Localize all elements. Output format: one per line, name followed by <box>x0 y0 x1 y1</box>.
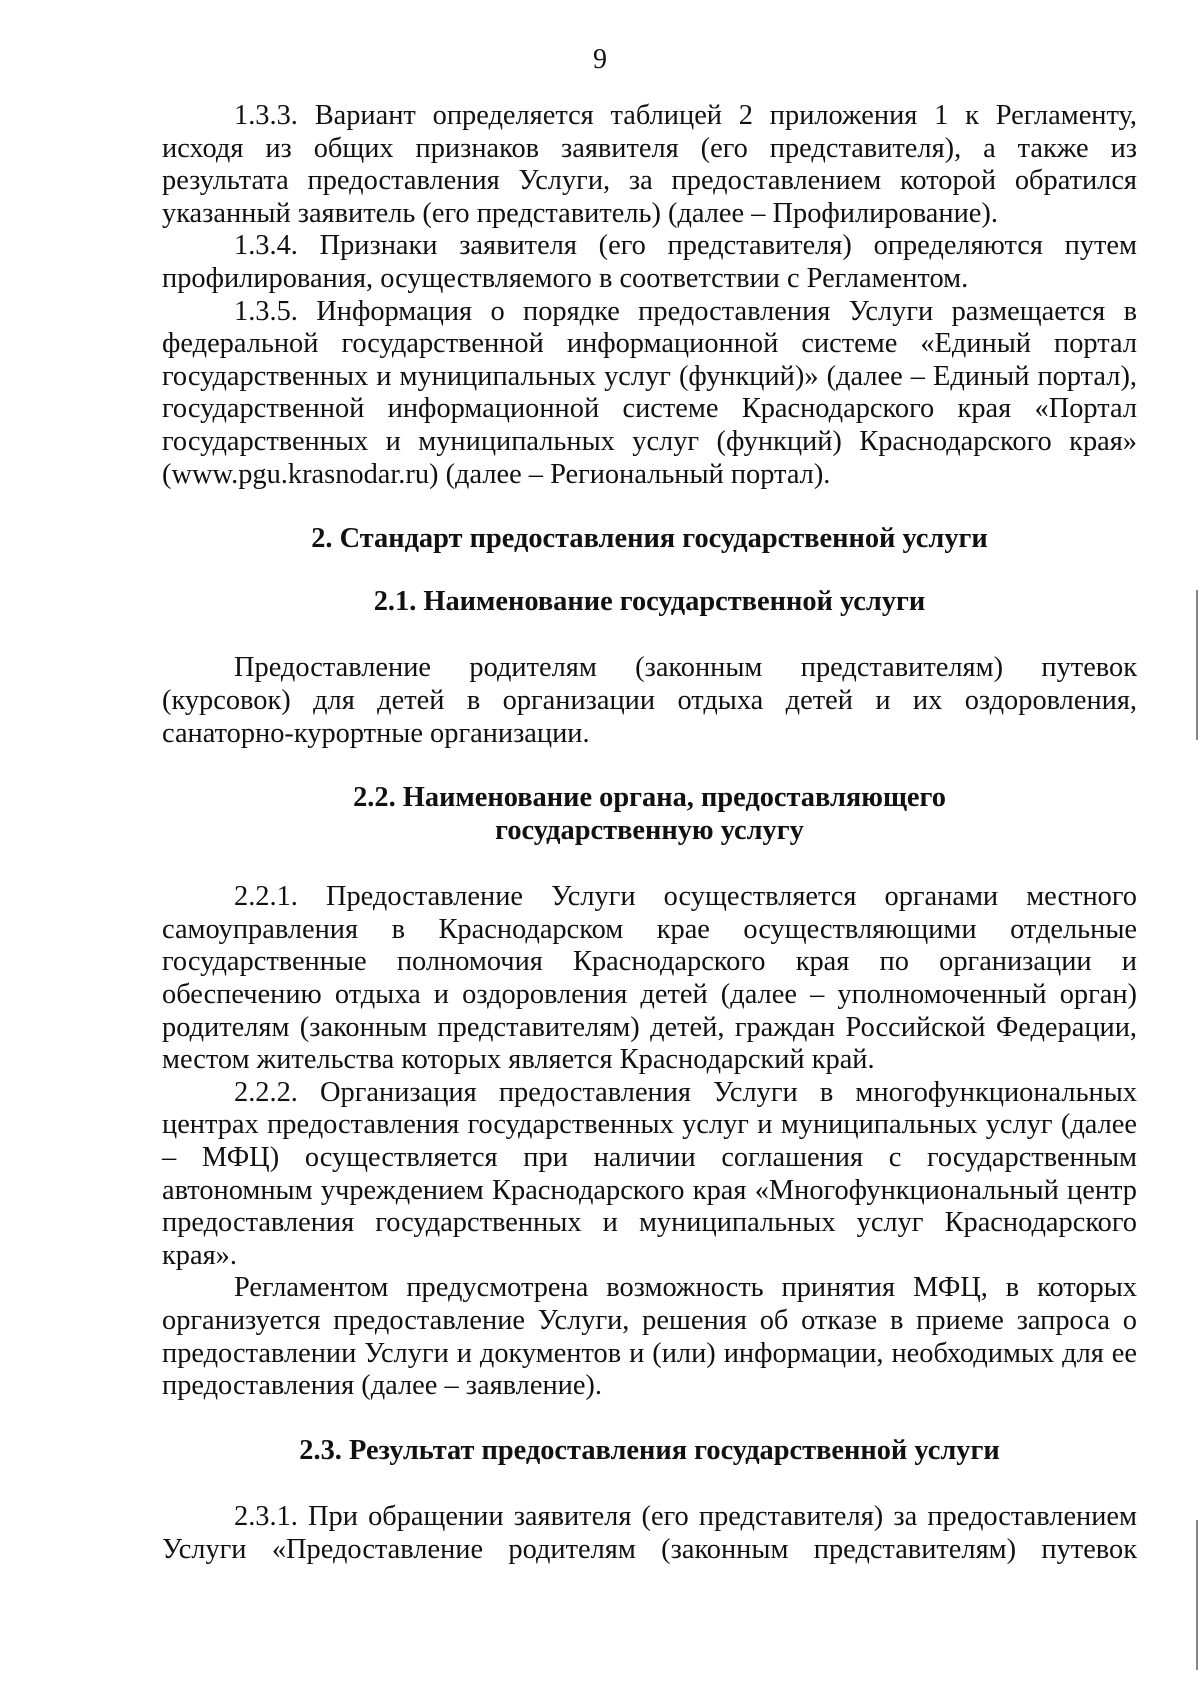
paragraph-1-3-3: 1.3.3. Вариант определяется таблицей 2 приложения 1 к Регламенту, исходя из общих признаков заявителя (его представителя), а также из результата предоставления Услуги, за предоставлением которой обратился указанный заявитель (его представитель) (далее – Профилирование). <box>162 100 1137 229</box>
scan-artifact-mark <box>1196 1520 1198 1670</box>
paragraph-reglament-mfc: Регламентом предусмотрена возможность принятия МФЦ, в которых организуется предоставление Услуги, решения об отказе в приеме запроса о предоставлении Услуги и документов и (или) информации, необходимых для ее предоставления (далее – заявление). <box>162 1272 1137 1402</box>
section-2-1-heading: 2.1. Наименование государственной услуги <box>373 585 926 617</box>
section-2-2-heading-line1: 2.2. Наименование органа, предоставляющего <box>353 782 946 814</box>
paragraph-2-3-1: 2.3.1. При обращении заявителя (его представителя) за предоставлением Услуги «Предоставление родителям (законным представителям) путевок <box>162 1501 1137 1565</box>
paragraph-1-3-5: 1.3.5. Информация о порядке предоставления Услуги размещается в федеральной государственной информационной системе «Единый портал государственных и муниципальных услуг (функций)» (далее – Единый портал), государственной информационной системе Краснодарского края «Портал государственных и муниципальных услуг (функций) Краснодарского края» (www.pgu.krasnodar.ru) (далее – Региональный портал). <box>162 295 1137 490</box>
paragraph-2-2-1: 2.2.1. Предоставление Услуги осуществляется органами местного самоуправления в Краснодарском крае осуществляющими отдельные государственные полномочия Краснодарского края по организации и обеспечению отдыха и оздоровления детей (далее – уполномоченный орган) родителям (законным представителям) детей, граждан Российской Федерации, местом жительства которых является Краснодарский край. <box>162 881 1137 1076</box>
section-2-1-text: Предоставление родителям (законным представителям) путевок (курсовок) для детей в организации отдыха детей и их оздоровления, санаторно-курортные организации. <box>162 652 1137 749</box>
paragraph-2-2-2: 2.2.2. Организация предоставления Услуги в многофункциональных центрах предоставления государственных услуг и муниципальных услуг (далее – МФЦ) осуществляется при наличии соглашения с государственным автономным учреждением Краснодарского края «Многофункциональный центр предоставления государственных и муниципальных услуг Краснодарского края». <box>162 1076 1137 1271</box>
document-body <box>162 100 1137 1567</box>
page-number: 9 <box>593 44 607 75</box>
section-2-heading: 2. Стандарт предоставления государственной услуги <box>311 523 988 555</box>
section-2-3-heading: 2.3. Результат предоставления государственной услуги <box>299 1434 1000 1466</box>
paragraph-1-3-4: 1.3.4. Признаки заявителя (его представителя) определяются путем профилирования, осуществляемого в соответствии с Регламентом. <box>162 230 1137 294</box>
scan-artifact-mark <box>1196 590 1198 740</box>
section-2-2-heading-line2: государственную услугу <box>495 814 804 846</box>
